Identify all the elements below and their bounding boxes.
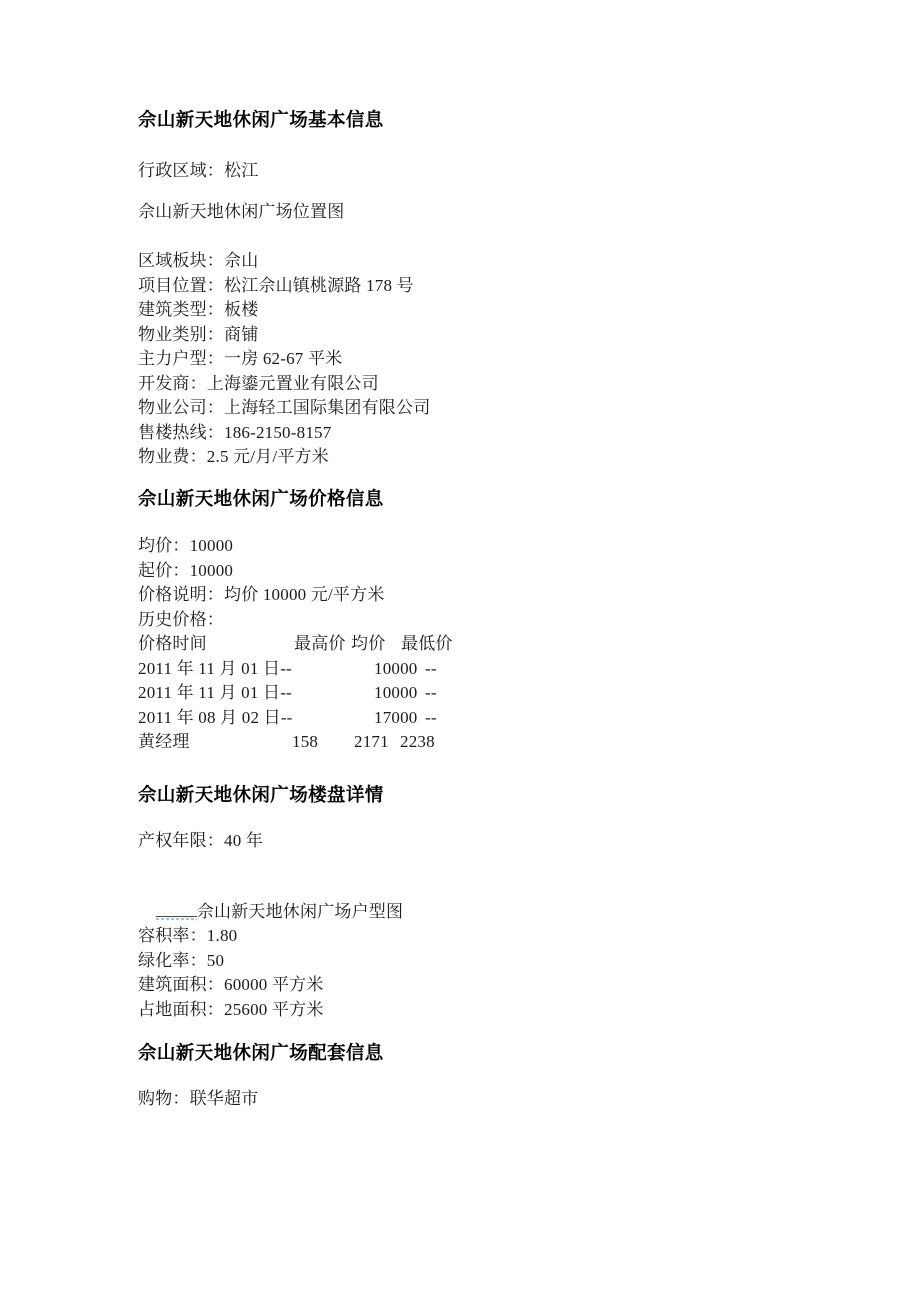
map-caption-line: 佘山新天地休闲广场位置图	[138, 202, 345, 221]
price-min-cell: 2238	[400, 732, 435, 751]
manager-name-cell: 黄经理	[138, 732, 190, 751]
price-min-cell: --	[425, 683, 437, 702]
price-avg-cell: 10000	[374, 658, 418, 678]
price-line: 起价：10000	[138, 560, 234, 580]
price-line: 价格说明：均价 10000 元/平方米	[138, 585, 385, 604]
price-avg-cell: 17000	[374, 707, 418, 727]
price-table-header	[138, 632, 453, 657]
detail-line: 售楼热线：186-2150-8157	[138, 422, 332, 442]
price-time-cell: 2011 年 08 月 02 日--	[138, 707, 293, 727]
detail-stats-paragraph	[138, 924, 324, 1022]
price-table-row	[138, 657, 437, 682]
price-avg-cell: 2171	[354, 732, 389, 751]
price-table-row	[138, 681, 437, 706]
property-years-line: 产权年限：40 年	[138, 831, 264, 850]
shopping-line: 购物：联华超市	[138, 1089, 259, 1108]
detail-line: 物业公司：上海轻工国际集团有限公司	[138, 398, 431, 417]
price-col-min-header: 最低价	[401, 634, 453, 653]
detail-line: 项目位置：松江佘山镇桃源路 178 号	[138, 275, 414, 295]
price-time-cell: 2011 年 11 月 01 日--	[138, 658, 292, 678]
price-min-cell: --	[425, 707, 437, 727]
detail-line: 物业费：2.5 元/月/平方米	[138, 447, 329, 466]
price-line: 均价：10000	[138, 536, 234, 555]
price-col-max-header: 最高价	[294, 634, 346, 653]
section-heading-price: 佘山新天地休闲广场价格信息	[138, 490, 384, 510]
section-heading-basic: 佘山新天地休闲广场基本信息	[138, 111, 384, 131]
price-paragraph	[138, 534, 453, 755]
price-table-row	[138, 706, 437, 731]
district-line: 行政区域：松江	[138, 161, 259, 180]
price-max-cell: 158	[292, 732, 319, 751]
stat-line: 建筑面积：60000 平方米	[138, 975, 324, 994]
price-avg-cell: 10000	[374, 683, 418, 702]
stat-line: 占地面积：25600 平方米	[138, 999, 324, 1019]
price-col-time-header: 价格时间	[138, 634, 207, 653]
detail-line: 开发商：上海鎏元置业有限公司	[138, 373, 379, 393]
section-heading-facility: 佘山新天地休闲广场配套信息	[138, 1044, 384, 1064]
detail-line: 建筑类型：板楼	[138, 300, 259, 319]
detail-line: 物业类别：商铺	[138, 324, 259, 344]
detail-line: 主力户型：一房 62-67 平米	[138, 349, 343, 368]
price-min-cell: --	[425, 658, 437, 678]
section-heading-detail: 佘山新天地休闲广场楼盘详情	[138, 786, 384, 806]
stat-line: 绿化率：50	[138, 950, 225, 970]
price-time-cell: 2011 年 11 月 01 日--	[138, 683, 292, 702]
floorplan-link[interactable]	[156, 900, 197, 917]
price-col-avg-header: 均价	[351, 634, 386, 653]
price-line: 历史价格：	[138, 609, 224, 629]
basic-details-paragraph	[138, 249, 430, 470]
detail-line: 区域板块：佘山	[138, 251, 259, 270]
floorplan-link-label: 佘山新天地休闲广场户型图	[196, 901, 404, 921]
price-table-row-manager	[138, 730, 435, 755]
stat-line: 容积率：1.80	[138, 926, 238, 945]
